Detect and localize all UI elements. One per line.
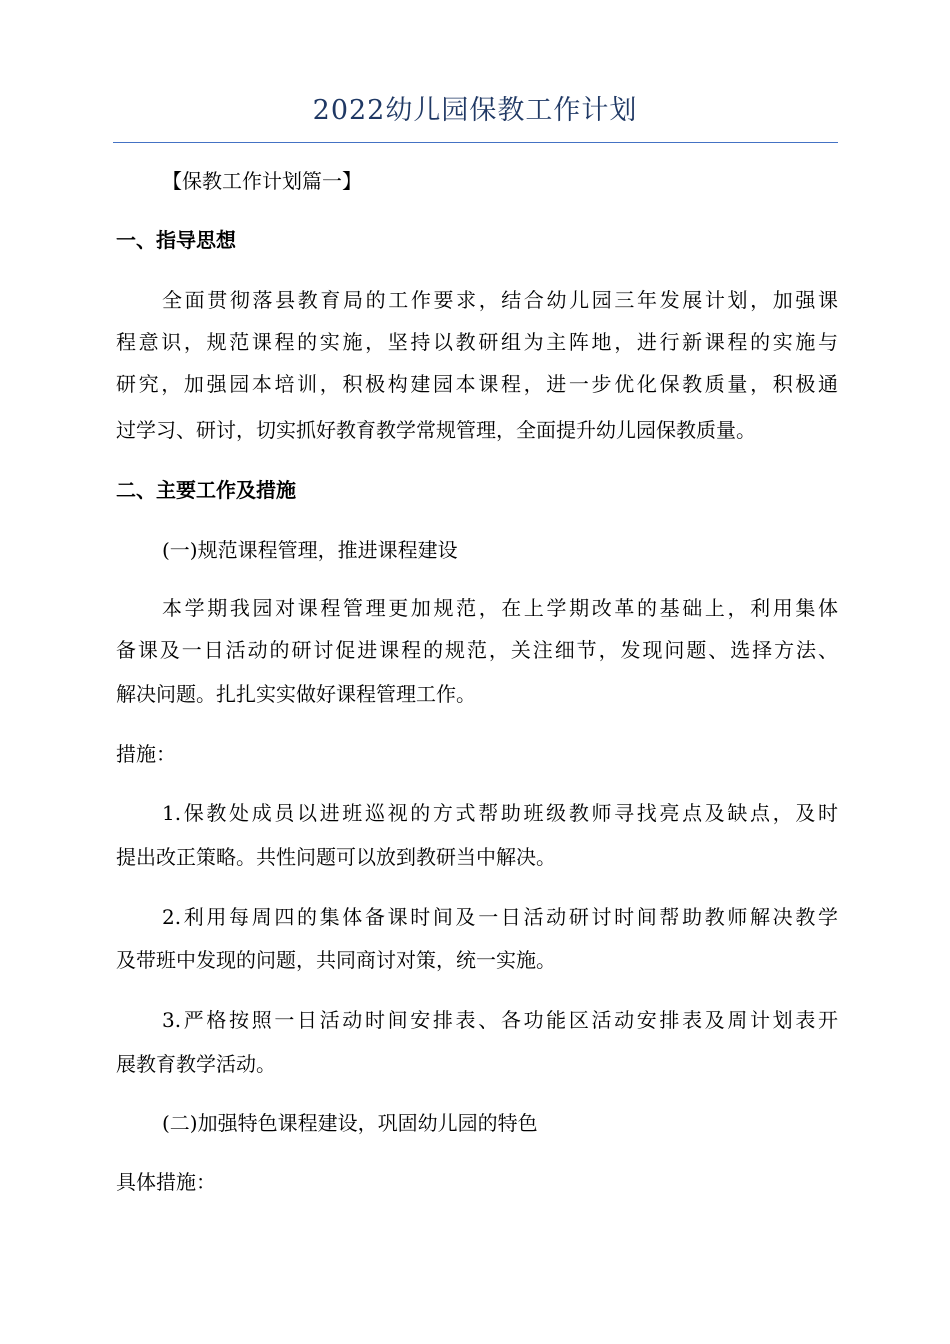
- paragraph-line: 程意识，规范课程的实施，坚持以教研组为主阵地，进行新课程的实施与: [116, 330, 838, 354]
- heading-main-work: 二、主要工作及措施: [116, 478, 296, 502]
- measure-item: 2.利用每周四的集体备课时间及一日活动研讨时间帮助教师解决教学: [162, 905, 838, 929]
- specific-measures-label: 具体措施：: [116, 1170, 216, 1194]
- paragraph-line: 过学习、研讨，切实抓好教育教学常规管理，全面提升幼儿园保教质量。: [116, 418, 756, 442]
- measure-item: 及带班中发现的问题，共同商讨对策，统一实施。: [116, 948, 556, 972]
- paragraph-line: 解决问题。扎扎实实做好课程管理工作。: [116, 682, 476, 706]
- paragraph-line: 本学期我园对课程管理更加规范，在上学期改革的基础上，利用集体: [162, 596, 838, 620]
- subheading-curriculum: (一)规范课程管理，推进课程建设: [162, 538, 458, 562]
- measure-item: 提出改正策略。共性问题可以放到教研当中解决。: [116, 845, 556, 869]
- measure-item: 3.严格按照一日活动时间安排表、各功能区活动安排表及周计划表开: [162, 1008, 838, 1032]
- document-title: 2022幼儿园保教工作计划: [312, 95, 638, 126]
- heading-guiding-ideology: 一、指导思想: [116, 228, 236, 252]
- measures-label: 措施：: [116, 742, 176, 766]
- measure-item: 展教育教学活动。: [116, 1052, 276, 1076]
- subheading-specialty: (二)加强特色课程建设，巩固幼儿园的特色: [162, 1111, 538, 1135]
- paragraph-line: 全面贯彻落县教育局的工作要求，结合幼儿园三年发展计划，加强课: [162, 288, 838, 312]
- title-underline: [113, 142, 838, 143]
- paragraph-line: 备课及一日活动的研讨促进课程的规范，关注细节，发现问题、选择方法、: [116, 638, 838, 662]
- measure-item: 1.保教处成员以进班巡视的方式帮助班级教师寻找亮点及缺点，及时: [162, 801, 838, 825]
- section-label: 【保教工作计划篇一】: [162, 169, 362, 193]
- paragraph-line: 研究，加强园本培训，积极构建园本课程，进一步优化保教质量，积极通: [116, 372, 838, 396]
